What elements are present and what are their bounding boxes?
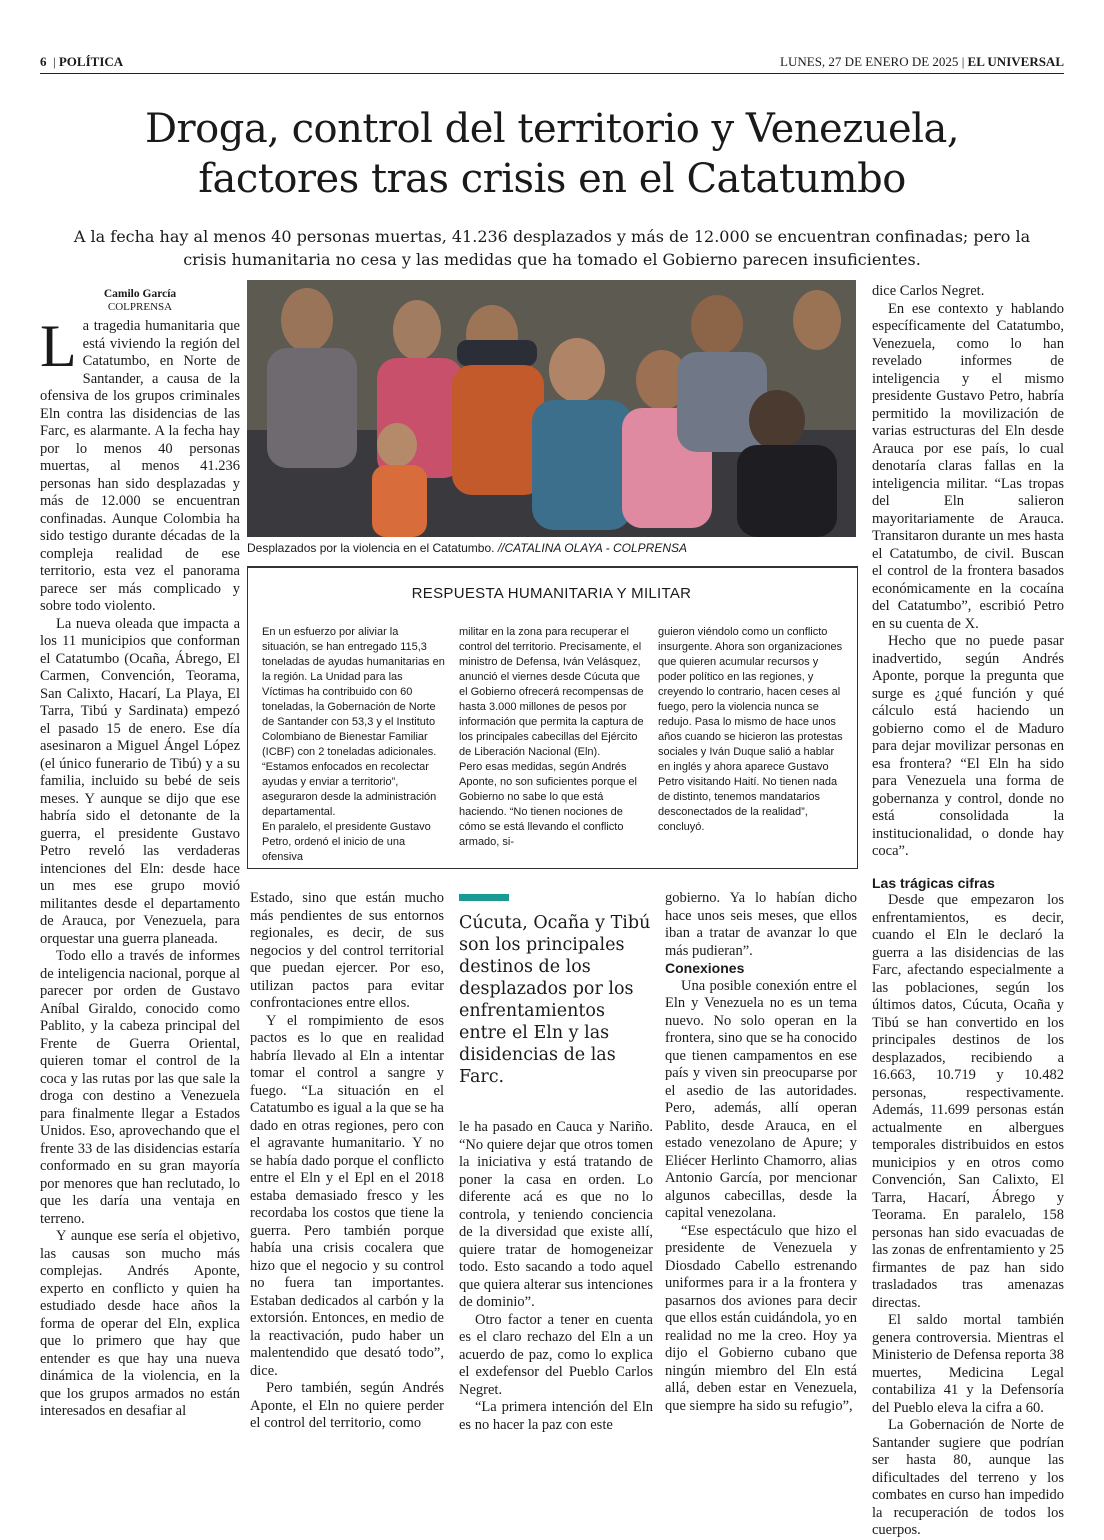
- box-paragraph: guieron viéndolo como un conflicto insurgente. Ahora son organizaciones que quieren acumular recursos y poder político en las regiones, y creyendo lo contrario, hacen ceses al fuego, pero la violencia nunca se redujo. Pasa lo mismo de hace unos años cuando se hicieron las protestas sociales y Iván Duque salió a hablar en inglés y ahora aparece Gustavo Petro visitando Haití. No tienen nada de distinto, tenemos mandatarios desconectados de la realidad”, concluyó.: [658, 626, 843, 833]
- photo-credit: //CATALINA OLAYA - COLPRENSA: [497, 541, 687, 555]
- subheadline: [70, 225, 1034, 271]
- article-column-3: [459, 1119, 653, 1434]
- paragraph: Una posible conexión entre el Eln y Venezuela no es un tema nuevo. No solo operan en la frontera, sino que se ha conocido que tienen campamentos en ese país y viven sin preocuparse por el asedio de las autoridades. Pero, además, allí operan Pablito, desde Arauca, en el estado venezolano de Apure; y Eliécer Herlinto Chamorro, alias Antonio García, por mencionar algunos cabecillas, desde la capital venezolana.: [665, 977, 857, 1221]
- paragraph: “La primera intención del Eln es no hacer la paz con este: [459, 1399, 653, 1433]
- author-name: Camilo García: [103, 288, 177, 300]
- paragraph: Otro factor a tener en cuenta es el claro rechazo del Eln a un acuerdo de paz, como lo explica el exdefensor del Pueblo Carlos Negret.: [459, 1311, 653, 1398]
- paragraph: Todo ello a través de informes de inteligencia nacional, porque al parecer por orden de Gustavo Aníbal Giraldo, conocido como Pablito, y la cabeza principal del Frente de Guerra Oriental, quieren tomar el control de la coca y las rutas por las que sale la droga con destino a Venezuela para finalmente llegar a Estados Unidos. Eso, aprovechando que el frente 33 de las disidencias estaría conformado en su gran mayoría por menores que han reclutado, lo que les daría una ventaja en terreno.: [40, 948, 240, 1227]
- subhead-line-1: A la fecha hay al menos 40 personas muertas, 41.236 desplazados y más de 12.000 se encuentran confinadas; pero la: [73, 227, 1031, 246]
- box-paragraph: En un esfuerzo por aliviar la situación, se han entregado 115,3 toneladas de ayudas humanitarias en la región. La Unidad para las Víctimas ha contribuido con 60 toneladas, la Gobernación de Norte de Santander con 53,3 y el Instituto Colombiano de Bienestar Familiar (ICBF) con 2 toneladas adicionales. “Estamos enfocados en recolectar ayudas y enviar a territorio”, aseguraron desde la administración departamental.: [262, 626, 445, 818]
- section-name: POLÍTICA: [58, 54, 124, 69]
- author-agency: COLPRENSA: [107, 301, 173, 313]
- page-header: [40, 54, 1064, 72]
- issue-date: LUNES, 27 DE ENERO DE 2025: [780, 54, 959, 69]
- page-masthead: LUNES, 27 DE ENERO DE 2025 | EL UNIVERSAL: [780, 54, 1064, 69]
- pullquote: Cúcuta, Ocaña y Tibú son los principales destinos de los desplazados por los enfrentamientos entre el Eln y las disidencias de las Farc.: [459, 913, 651, 1087]
- subtitle-conexiones: Conexiones: [665, 960, 745, 976]
- article-column-5: [872, 283, 1064, 1540]
- headline: [40, 104, 1064, 204]
- paragraph: En ese contexto y hablando específicamente del Catatumbo, Venezuela, como lo han revelado informes de inteligencia y el mismo presidente Gustavo Petro, habría permitido la movilización de varias estructuras del Eln desde Arauca por ese país, lo cual denotaría claras fallas en la inteligencia militar. “Las tropas del Eln salieron mayoritariamente de Arauca. Transitaron durante un mes hasta el Catatumbo, de civil. Buscan el control de la frontera basados económicamente en la cocaína del Catatumbo”, escribió Petro en su cuenta de X.: [872, 300, 1064, 632]
- paragraph: El saldo mortal también genera controversia. Mientras el Ministerio de Defensa reporta 38 muertes, Medicina Legal contabiliza 41 y la Defensoría del Pueblo eleva la cifra a 60.: [872, 1312, 1064, 1416]
- page-section: 6 | POLÍTICA: [40, 54, 124, 69]
- paragraph: Y aunque ese sería el objetivo, las causas son mucho más complejas. Andrés Aponte, experto en conflicto y quien ha estudiado desde hace años la forma de operar del Eln, explica que lo primero que hay que entender es que hay una nueva dinámica de la violencia, en la que los grupos armados no están interesados en desafiar al: [40, 1228, 240, 1419]
- byline: [40, 288, 240, 314]
- paragraph: Y el rompimiento de esos pactos es lo que en realidad habría llevado al Eln a intentar tomar el control a sangre y fuego. “La situación en el Catatumbo es igual a la que se ha dado en otras regiones, pero con el agravante humanitario. Y no se había dado porque el conflicto entre el Eln y el Epl en el 2018 estaba demasiado fresco y les recordaba los costos que tiene la guerra. Pero también porque había una crisis cocalera que hizo que el negocio y su control no fuera tan importantes. Estaban dedicados al carbón y la extorsión. Entonces, en medio de la reactivación, pudo haber un malentendido que desató todo”, dice.: [250, 1012, 444, 1379]
- photo-illustration: [247, 280, 856, 537]
- paragraph: Hecho que no puede pasar inadvertido, según Andrés Aponte, porque la pregunta que surge es ¿qué función y qué cálculo está haciendo un gobierno como el de Maduro para dejar movilizar personas en esa frontera? “El Eln ha sido para Venezuela una forma de gobernanza y control, donde no está consolidada la institucionalidad, o donde hay coca”.: [872, 633, 1064, 859]
- subhead-line-2: crisis humanitaria no cesa y las medidas que ha tomado el Gobierno parecen insuficientes.: [183, 250, 921, 269]
- pullquote-accent-bar: [459, 894, 509, 901]
- article-column-2: [250, 890, 444, 1433]
- paragraph: le ha pasado en Cauca y Nariño. “No quiere dejar que otros tomen la iniciativa y está tratando de poner la casa en orden. Lo diferente acá es que no lo controla, y teniendo conciencia de la diversidad que existe allí, quiere tratar de homogeneizar todo. Esto sacando a todo aquel que quiera alterar sus intenciones de dominio”.: [459, 1119, 653, 1310]
- newspaper-name: EL UNIVERSAL: [967, 54, 1064, 69]
- photo-caption: [247, 541, 856, 555]
- box-paragraph: militar en la zona para recuperar el control del territorio. Precisamente, el ministro de Defensa, Iván Velásquez, anunció el viernes desde Cúcuta que el Gobierno ofrecerá recompensas de hasta 3.000 millones de pesos por información que permita la captura de los principales cabecillas del Ejército de Liberación Nacional (Eln).: [459, 626, 644, 758]
- caption-text: Desplazados por la violencia en el Catatumbo.: [247, 541, 495, 555]
- paragraph: Pero también, según Andrés Aponte, el Eln no quiere perder el control del territorio, como: [250, 1380, 444, 1431]
- news-photo: [247, 280, 856, 537]
- paragraph: La nueva oleada que impacta a los 11 municipios que conforman el Catatumbo (Ocaña, Ábrego, El Carmen, Convención, Teorama, San Calixto, Hacarí, La Playa, El Tarra, Tibú y Sardinata) empezó el pasado 15 de enero. Ese día asesinaron a Miguel Ángel López (el único funerario de Tibú) y a su familia, incluido su bebé de seis meses. Y aunque se dijo que ese habría sido el detonante de la guerra, el presidente Gustavo Petro reveló las verdaderas intenciones del Eln: desde hace un mes ese grupo movió militantes desde el departamento de Arauca, por Venezuela, para orquestar una guerra planeada.: [40, 615, 240, 947]
- headline-line-1: Droga, control del territorio y Venezuela,: [144, 106, 960, 152]
- box-column-3: [658, 625, 844, 835]
- drop-cap: L: [40, 313, 77, 379]
- box-paragraph: En paralelo, el presidente Gustavo Petro, ordenó el inicio de una ofensiva: [262, 821, 431, 863]
- paragraph: “Ese espectáculo que hizo el presidente de Venezuela y Diosdado Cabello estrenando uniformes para ir a la frontera y pasarnos dos aviones para decir que ellos están cuidándola, yo en realidad no me la creo. Hoy ya dijo el Gobierno cubano que ningún miembro del Eln está allá, deben estar en Venezuela, que siempre ha sido su refugio”,: [665, 1222, 857, 1414]
- paragraph: dice Carlos Negret.: [872, 283, 985, 299]
- paragraph: gobierno. Ya lo habían dicho hace unos seis meses, que ellos iban a tratar de avanzar lo que más pudieran”.: [665, 890, 857, 959]
- box-column-1: [262, 625, 447, 865]
- box-paragraph: Pero esas medidas, según Andrés Aponte, no son suficientes porque el Gobierno no sabe lo que está haciendo. “No tienen nociones de cómo se está llevando el conflicto armado, si-: [459, 761, 637, 848]
- paragraph: La Gobernación de Norte de Santander sugiere que podrían ser hasta 80, aunque las dificultades del terreno y los combates en curso han impedido la recuperación de todos los cuerpos.: [872, 1417, 1064, 1538]
- paragraph: Desde que empezaron los enfrentamientos, es decir, cuando el Eln le declaró la guerra a las disidencias de las Farc, afectando especialmente a las poblaciones, según los últimos datos, Cúcuta, Ocaña y Tibú se han convertido en los principales destinos de los desplazados, recibiendo a 16.663, 10.719 y 10.482 personas, respectivamente. Además, 11.699 personas están actualmente en albergues temporales distribuidos en estos municipios y en otros como Convención, San Calixto, El Tarra, Hacarí, Ábrego y Teorama. En paralelo, 158 personas han sido evacuadas de las zonas de enfrentamiento y 25 firmantes de paz han sido trasladados tras amenazas directas.: [872, 892, 1064, 1311]
- box-title: RESPUESTA HUMANITARIA Y MILITAR: [411, 585, 692, 602]
- paragraph: La tragedia humanitaria que está viviendo la región del Catatumbo, en Norte de Santander, a causa de la ofensiva de los grupos criminales Eln contra las disidencias de las Farc, es alarmante. A la fecha hay por lo menos 40 personas muertas, al menos 41.236 personas han sido desplazadas y más de 12.000 se encuentran confinadas. Aunque Colombia ha sido testigo durante décadas de la compleja realidad de ese territorio, esta vez el panorama parece ser más complicado y sobre todo violento.: [40, 313, 240, 614]
- article-column-4: [665, 890, 857, 1415]
- subtitle-cifras: Las trágicas cifras: [872, 874, 995, 891]
- paragraph: Estado, sino que están mucho más pendientes de sus entornos regionales, es decir, de sus negocios y del control territorial que puedan ejercer. Por eso, utilizan pactos para evitar confrontaciones entre ellos.: [250, 890, 444, 1011]
- box-column-2: [459, 625, 645, 850]
- article-column-1: [40, 313, 240, 1421]
- headline-line-2: factores tras crisis en el Catatumbo: [198, 156, 906, 202]
- header-rule: [40, 73, 1064, 74]
- page-number: 6: [40, 54, 47, 69]
